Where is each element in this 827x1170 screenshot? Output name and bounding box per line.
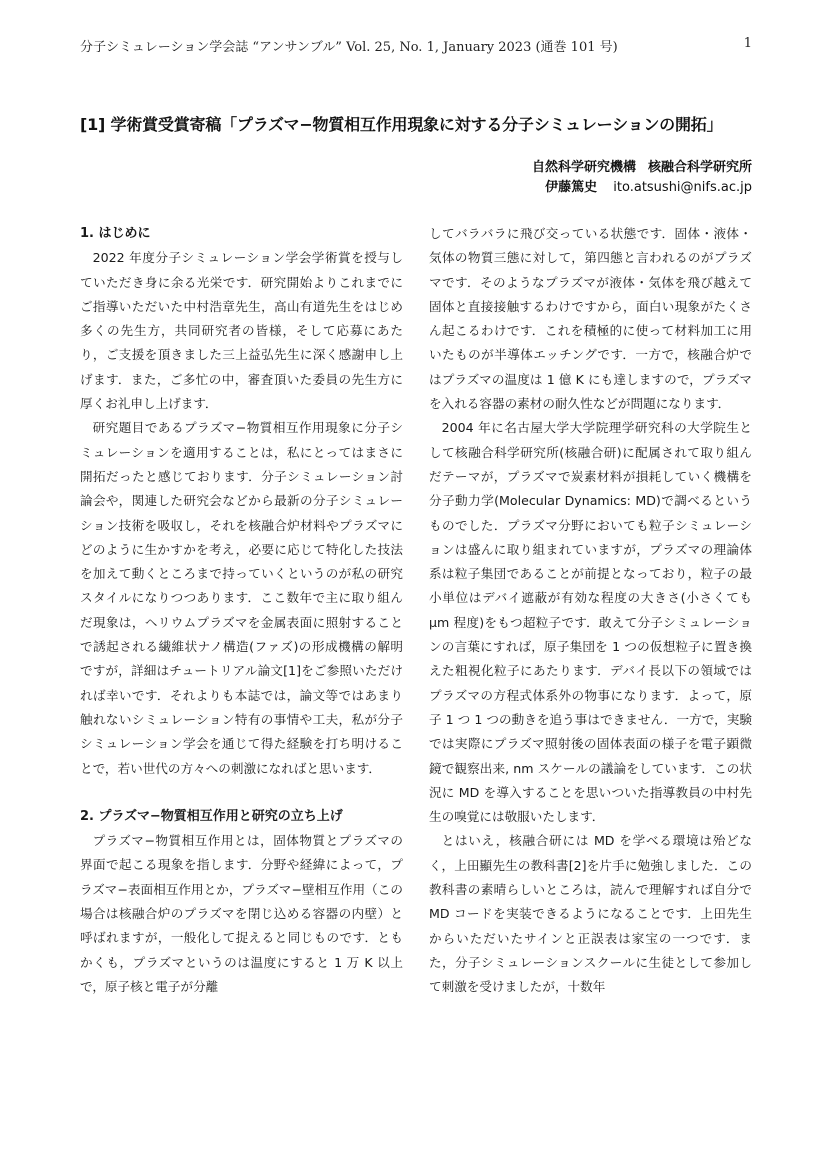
article-title: [1] 学術賞受賞寄稿「プラズマ−物質相互作用現象に対する分子シミュレーションの開拓」 [80, 115, 723, 134]
left-column [80, 222, 403, 999]
running-header [80, 36, 752, 55]
section-gap [80, 781, 403, 805]
lab-name: 核融合科学研究所 [647, 160, 752, 175]
paragraph: してバラバラに飛び交っている状態です．固体・液体・気体の物質三態に対して，第四態と言われるのがプラズマです．そのようなプラズマが液体・気体を飛び越えて固体と直接接触するわけですから，面白い現象がたくさん起こるわけです．これを積極的に使って材料加工に用いたものが半導体エッチングです．一方で，核融合炉ではプラズマの温度は 1 億 K にも達しますので，プラズマを入れる容器の素材の耐久性などが問題になります． [429, 226, 752, 412]
paragraph: プラズマ−物質相互作用とは，固体物質とプラズマの界面で起こる現象を指します．分野や経緯によって，プラズマ−表面相互作用とか，プラズマ−壁相互作用（この場合は核融合炉のプラズマを閉じ込める容器の内壁）と呼ばれますが，一般化して捉えると同じものです．ともかくも，プラズマというのは温度にすると 1 万 K 以上で，原子核と電子が分離 [80, 833, 403, 994]
paragraph: 2022 年度分子シミュレーション学会学術賞を授与していただき身に余る光栄です．研究開始よりこれまでにご指導いただいた中村浩章先生，高山有道先生をはじめ多くの先生方，共同研究者の皆様，そして応募にあたり，ご支援を頂きました三上益弘先生に深く感謝申し上げます．また，ご多忙の中，審査頂いた委員の先生方に厚くお礼申し上げます． [80, 250, 403, 412]
paragraph: とはいえ，核融合研には MD を学べる環境は殆どなく，上田顯先生の教科書[2]を片手に勉強しました．この教科書の素晴らしいところは，読んで理解すれば自分で MD コードを実装できるようになることです．上田先生からいただいたサインと正誤表は家宝の一つです．また，分子シミュレーションスクールに生徒として参加して刺激を受けましたが，十数年 [429, 833, 752, 995]
author-line [532, 178, 752, 198]
author-email: ito.atsushi@nifs.ac.jp [613, 180, 752, 195]
affiliation-line [532, 158, 752, 178]
author-affiliation [532, 158, 752, 198]
author-name: 伊藤篤史 [545, 180, 598, 195]
paragraph: 研究題目であるプラズマ−物質相互作用現象に分子シミュレーションを適用することは，私にとってはまさに開拓だったと感じております．分子シミュレーション討論会や，関連した研究会などから最新の分子シミュレーション技術を吸収し，それを核融合炉材料やプラズマにどのように生かすかを考え，必要に応じて特化した技法を加えて動くところまで持っていくというのが私の研究スタイルになりつつあります．ここ数年で主に取り組んだ現象は，ヘリウムプラズマを金属表面に照射することで誘起される繊維状ナノ構造(ファズ)の形成機構の解明ですが，詳細はチュートリアル論文[1]をご参照いただければ幸いです．それよりも本誌では，論文等ではあまり触れないシミュレーション特有の事情や工夫，私が分子シミュレーション学会を通じて得た経験を打ち明けることで，若い世代の方々への刺激になればと思います． [80, 420, 403, 776]
right-column [429, 222, 752, 1000]
journal-citation: 分子シミュレーション学会誌 “アンサンブル” Vol. 25, No. 1, January 2023 (通巻 101 号) [80, 40, 618, 55]
section-1-heading: 1. はじめに [80, 226, 151, 241]
page-number: 1 [743, 36, 752, 51]
institute-name: 自然科学研究機構 [531, 160, 636, 175]
paragraph: 2004 年に名古屋大学大学院理学研究科の大学院生として核融合科学研究所(核融合研)に配属されて取り組んだテーマが，プラズマで炭素材料が損耗していく機構を分子動力学(Molecular Dynamics: MD)で調べるというものでした．プラズマ分野においても粒子シミュレーションは盛んに取り組まれていますが，プラズマの理論体系は粒子集団であることが前提となっており，粒子の最小単位はデバイ遮蔽が有効な程度の大きさ(小さくても μm 程度)をもつ超粒子です．敢えて分子シミュレーションの言葉にすれば，原子集団を 1 つの仮想粒子に置き換えた粗視化粒子にあたります．デバイ長以下の領域ではプラズマの方程式体系外の物事になります．よって，原子 1 つ 1 つの動きを追う事はできません．一方で，実験では実際にプラズマ照射後の固体表面の様子を電子顕微鏡で観察出来, nm スケールの議論をしています．この状況に MD を導入することを思いついた指導教員の中村先生の嗅覚には敬服いたします． [429, 420, 752, 825]
section-2-heading: 2. プラズマ−物質相互作用と研究の立ち上げ [80, 808, 343, 824]
